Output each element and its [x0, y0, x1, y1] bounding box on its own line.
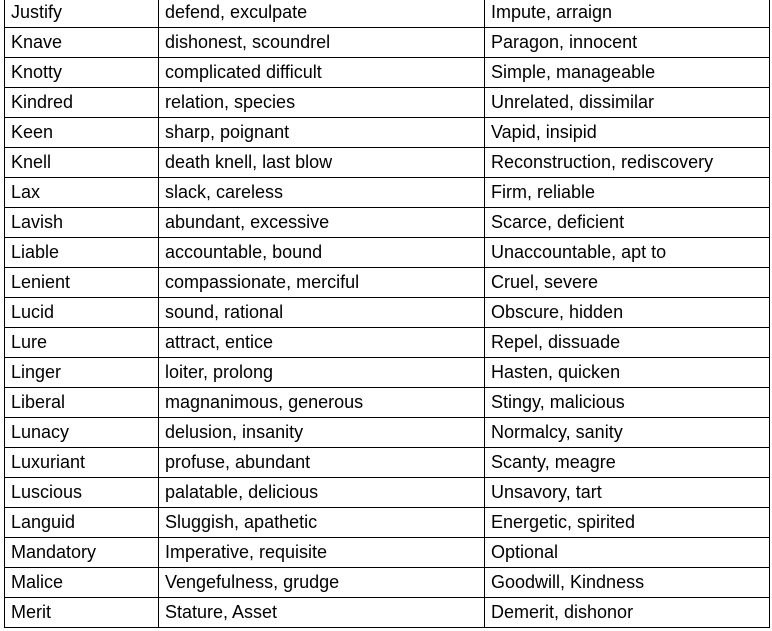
synonyms-cell: Sluggish, apathetic	[159, 508, 485, 538]
antonyms-cell: Vapid, insipid	[485, 118, 770, 148]
synonyms-cell: Vengefulness, grudge	[159, 568, 485, 598]
table-row	[5, 88, 770, 118]
antonyms-cell: Paragon, innocent	[485, 28, 770, 58]
antonyms-cell: Goodwill, Kindness	[485, 568, 770, 598]
table-row	[5, 298, 770, 328]
word-cell: Knotty	[5, 58, 159, 88]
table-row	[5, 388, 770, 418]
synonyms-cell: abundant, excessive	[159, 208, 485, 238]
synonyms-cell: compassionate, merciful	[159, 268, 485, 298]
antonyms-cell: Hasten, quicken	[485, 358, 770, 388]
antonyms-cell: Scanty, meagre	[485, 448, 770, 478]
synonyms-cell: slack, careless	[159, 178, 485, 208]
table-row	[5, 28, 770, 58]
word-cell: Lax	[5, 178, 159, 208]
antonyms-cell: Unaccountable, apt to	[485, 238, 770, 268]
synonyms-cell: complicated difficult	[159, 58, 485, 88]
table-row	[5, 268, 770, 298]
synonyms-cell: palatable, delicious	[159, 478, 485, 508]
vocabulary-table-body	[5, 0, 770, 628]
word-cell: Mandatory	[5, 538, 159, 568]
antonyms-cell: Unrelated, dissimilar	[485, 88, 770, 118]
synonyms-cell: profuse, abundant	[159, 448, 485, 478]
table-row	[5, 538, 770, 568]
table-row	[5, 0, 770, 28]
table-row	[5, 418, 770, 448]
table-row	[5, 358, 770, 388]
word-cell: Liberal	[5, 388, 159, 418]
word-cell: Lavish	[5, 208, 159, 238]
synonyms-cell: dishonest, scoundrel	[159, 28, 485, 58]
table-row	[5, 148, 770, 178]
word-cell: Merit	[5, 598, 159, 628]
table-row	[5, 118, 770, 148]
antonyms-cell: Demerit, dishonor	[485, 598, 770, 628]
synonyms-cell: sound, rational	[159, 298, 485, 328]
table-row	[5, 568, 770, 598]
synonyms-cell: attract, entice	[159, 328, 485, 358]
word-cell: Knave	[5, 28, 159, 58]
antonyms-cell: Firm, reliable	[485, 178, 770, 208]
word-cell: Knell	[5, 148, 159, 178]
synonyms-cell: Imperative, requisite	[159, 538, 485, 568]
synonyms-cell: defend, exculpate	[159, 0, 485, 28]
synonyms-cell: relation, species	[159, 88, 485, 118]
synonyms-cell: Stature, Asset	[159, 598, 485, 628]
antonyms-cell: Obscure, hidden	[485, 298, 770, 328]
synonyms-cell: sharp, poignant	[159, 118, 485, 148]
synonyms-cell: magnanimous, generous	[159, 388, 485, 418]
table-row	[5, 208, 770, 238]
table-row	[5, 178, 770, 208]
word-cell: Liable	[5, 238, 159, 268]
table-row	[5, 238, 770, 268]
antonyms-cell: Scarce, deficient	[485, 208, 770, 238]
antonyms-cell: Normalcy, sanity	[485, 418, 770, 448]
table-row	[5, 508, 770, 538]
table-row	[5, 328, 770, 358]
synonyms-cell: accountable, bound	[159, 238, 485, 268]
antonyms-cell: Repel, dissuade	[485, 328, 770, 358]
word-cell: Kindred	[5, 88, 159, 118]
antonyms-cell: Energetic, spirited	[485, 508, 770, 538]
antonyms-cell: Unsavory, tart	[485, 478, 770, 508]
table-row	[5, 478, 770, 508]
word-cell: Luxuriant	[5, 448, 159, 478]
table-row	[5, 448, 770, 478]
word-cell: Lunacy	[5, 418, 159, 448]
table-row	[5, 58, 770, 88]
antonyms-cell: Impute, arraign	[485, 0, 770, 28]
antonyms-cell: Optional	[485, 538, 770, 568]
synonyms-cell: loiter, prolong	[159, 358, 485, 388]
antonyms-cell: Cruel, severe	[485, 268, 770, 298]
word-cell: Languid	[5, 508, 159, 538]
vocabulary-table	[4, 0, 770, 628]
word-cell: Lenient	[5, 268, 159, 298]
word-cell: Lucid	[5, 298, 159, 328]
word-cell: Luscious	[5, 478, 159, 508]
table-row	[5, 598, 770, 628]
word-cell: Linger	[5, 358, 159, 388]
word-cell: Justify	[5, 0, 159, 28]
word-cell: Lure	[5, 328, 159, 358]
synonyms-cell: delusion, insanity	[159, 418, 485, 448]
antonyms-cell: Reconstruction, rediscovery	[485, 148, 770, 178]
synonyms-cell: death knell, last blow	[159, 148, 485, 178]
antonyms-cell: Stingy, malicious	[485, 388, 770, 418]
word-cell: Malice	[5, 568, 159, 598]
antonyms-cell: Simple, manageable	[485, 58, 770, 88]
word-cell: Keen	[5, 118, 159, 148]
